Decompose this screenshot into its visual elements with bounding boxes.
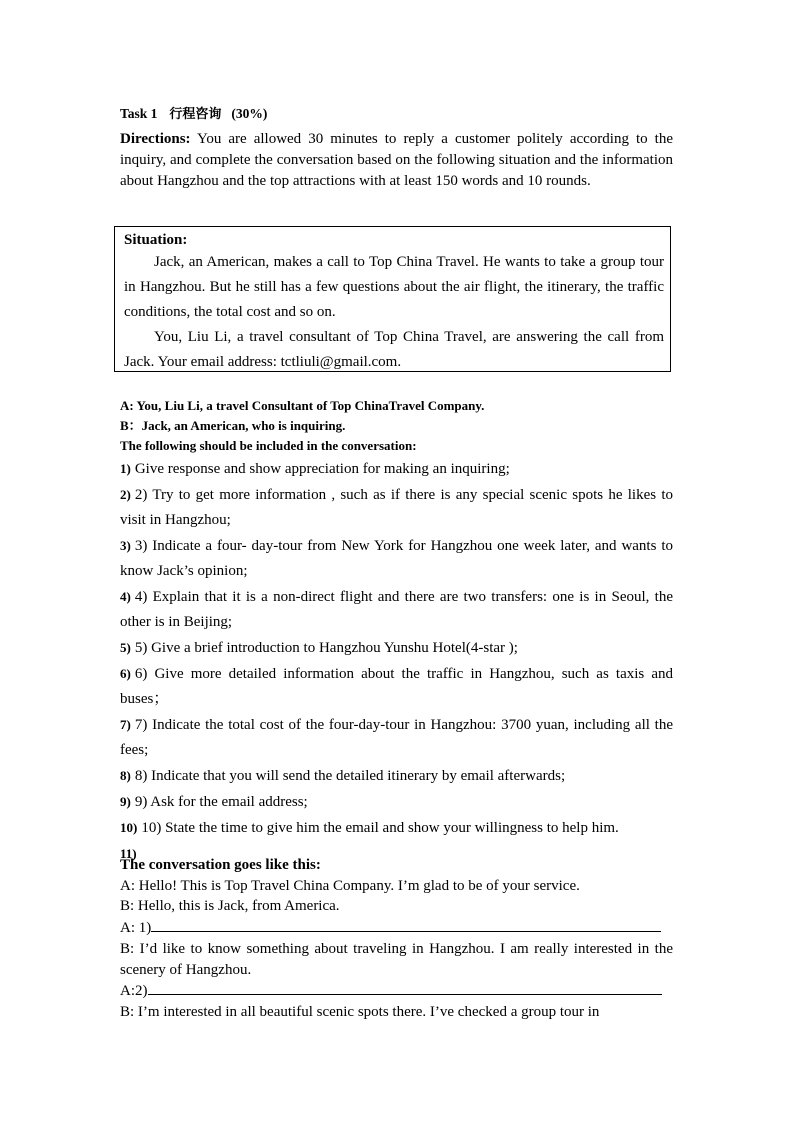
item-number: 2): [120, 487, 131, 502]
item-number: 7): [120, 717, 131, 732]
conversation-title: The conversation goes like this:: [120, 857, 321, 873]
answer-blank-2[interactable]: [148, 980, 662, 995]
roles-block: [120, 396, 484, 456]
list-item: [120, 456, 673, 482]
item-text: 4) Explain that it is a non-direct flight and there are two transfers: one is in Seoul, the other is in Beijing;: [120, 589, 673, 630]
conversation-line: A: Hello! This is Top Travel China Company. I’m glad to be of your service.: [120, 877, 580, 894]
item-number: 8): [120, 768, 131, 783]
conversation-line: B: I’m interested in all beautiful scenic spots there. I’ve checked a group tour in: [120, 1003, 600, 1020]
requirements-list: [120, 456, 673, 867]
conversation-line: B: I’d like to know something about traveling in Hangzhou. I am really interested in the scenery of Hangzhou.: [120, 940, 673, 978]
situation-box: [114, 226, 671, 372]
list-item: [120, 712, 673, 763]
item-text: Give response and show appreciation for making an inquiring;: [134, 461, 510, 477]
task-heading: [120, 103, 267, 122]
conversation-line-blank: [120, 917, 673, 939]
item-number: 10): [120, 820, 138, 835]
task-label: Task 1: [120, 106, 158, 121]
item-text: 3) Indicate a four- day-tour from New York for Hangzhou one week later, and wants to know Jack’s opinion;: [120, 538, 673, 579]
situation-title: Situation:: [124, 232, 188, 248]
directions-label: Directions:: [120, 131, 191, 147]
situation-paragraph-1: Jack, an American, makes a call to Top China Travel. He wants to take a group tour in Hangzhou. But he still has a few questions about the air flight, the itinerary, the traffic conditions, the total cost and so on.: [124, 254, 664, 320]
role-a: A: You, Liu Li, a travel Consultant of Top ChinaTravel Company.: [120, 398, 485, 413]
directions-text: You are allowed 30 minutes to reply a customer politely according to the inquiry, and complete the conversation based on the following situation and the information about Hangzhou and the top attractions with at least 150 words and 10 rounds.: [120, 131, 673, 189]
list-item: [120, 789, 673, 815]
item-number: 6): [120, 666, 131, 681]
conversation-block: [120, 855, 673, 1023]
list-item: [120, 661, 673, 712]
item-text: 2) Try to get more information , such as if there is any special scenic spots he likes to visit in Hangzhou;: [120, 487, 673, 528]
conversation-line-blank: [120, 980, 673, 1002]
list-item: [120, 815, 673, 841]
directions-paragraph: [120, 129, 673, 192]
item-text: 9) Ask for the email address;: [134, 794, 308, 810]
item-number: 4): [120, 589, 131, 604]
item-text: 7) Indicate the total cost of the four-day-tour in Hangzhou: 3700 yuan, including all the fees;: [120, 717, 673, 758]
item-text: 8) Indicate that you will send the detailed itinerary by email afterwards;: [134, 768, 566, 784]
included-heading: The following should be included in the conversation:: [120, 438, 417, 453]
item-number: 3): [120, 538, 131, 553]
role-b: B：Jack, an American, who is inquiring.: [120, 418, 346, 433]
list-item: [120, 482, 673, 533]
list-item: [120, 533, 673, 584]
item-text: 10) State the time to give him the email and show your willingness to help him.: [141, 820, 619, 836]
conversation-line-text: A: 1): [120, 920, 152, 937]
task-percent: (30%): [231, 106, 268, 121]
answer-blank-1[interactable]: [151, 917, 661, 932]
item-text: 5) Give a brief introduction to Hangzhou Yunshu Hotel(4-star );: [134, 640, 518, 656]
situation-paragraph-2: You, Liu Li, a travel consultant of Top China Travel, are answering the call from Jack. Your email address: tctliuli@gmail.com.: [124, 329, 664, 370]
conversation-line: B: Hello, this is Jack, from America.: [120, 898, 340, 915]
item-number: 11): [120, 846, 137, 861]
item-text: 6) Give more detailed information about the traffic in Hangzhou, such as taxis and buses；: [120, 666, 673, 707]
item-number: 5): [120, 640, 131, 655]
list-item: [120, 635, 673, 661]
list-item: [120, 584, 673, 635]
item-number: 1): [120, 461, 131, 476]
item-number: 9): [120, 794, 131, 809]
conversation-line-text: A:2): [120, 983, 148, 1000]
list-item: [120, 763, 673, 789]
task-title-zh: 行程咨询: [169, 107, 222, 122]
